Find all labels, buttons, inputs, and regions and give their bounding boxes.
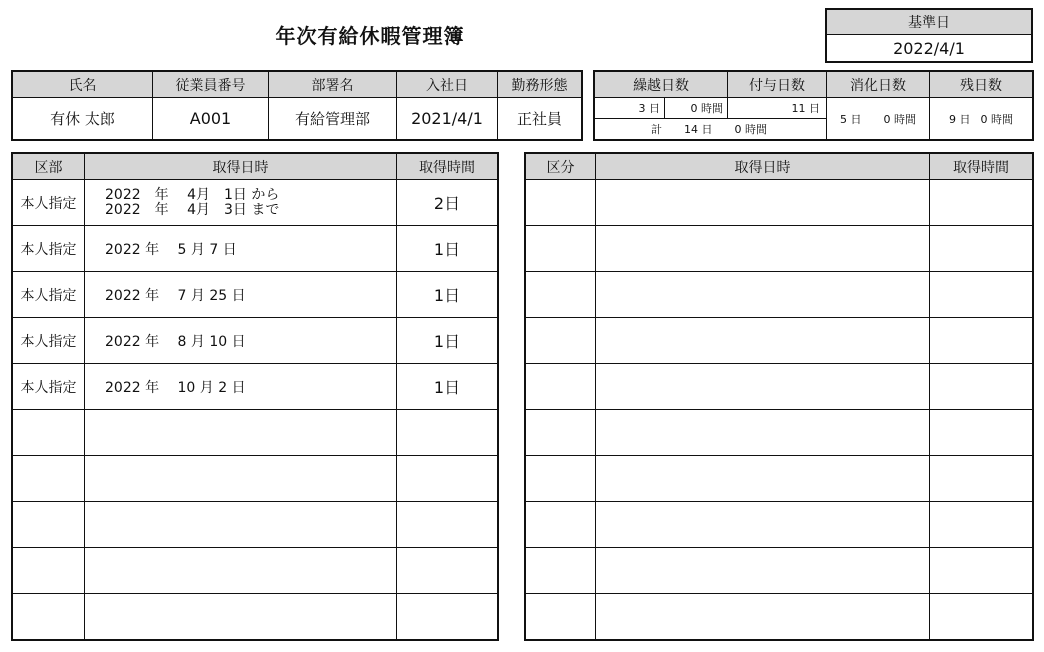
carryover-hours: 0 時間 <box>665 98 728 119</box>
leave-date-line-1: 2022 年 4月 1日 から <box>105 186 280 203</box>
leave-duration <box>930 226 1033 272</box>
leave-date-line-2: 2022 年 4月 3日 まで <box>105 201 280 218</box>
leave-kubun <box>526 318 596 364</box>
employee-header-work-type: 勤務形態 <box>498 72 582 98</box>
remaining-days: 9 日 <box>949 112 971 126</box>
table-row <box>13 364 498 410</box>
leave-duration <box>397 548 498 594</box>
left-header-kubun: 区部 <box>13 154 85 180</box>
leave-duration <box>930 180 1033 226</box>
leave-date <box>596 456 930 502</box>
leave-duration <box>397 502 498 548</box>
leave-duration: 1日 <box>397 364 498 410</box>
page-title: 年次有給休暇管理簿 <box>275 24 465 48</box>
leave-date <box>596 272 930 318</box>
leave-date <box>596 318 930 364</box>
leave-date <box>85 502 397 548</box>
table-row <box>13 318 498 364</box>
leave-date <box>85 226 397 272</box>
leave-duration <box>930 456 1033 502</box>
table-row <box>13 502 498 548</box>
leave-date <box>596 594 930 640</box>
leave-date <box>596 364 930 410</box>
leave-duration: 2日 <box>397 180 498 226</box>
right-header-time: 取得時間 <box>930 154 1033 180</box>
leave-date-line-1: 2022 年 5 月 7 日 <box>105 241 237 258</box>
leave-kubun <box>526 456 596 502</box>
leave-duration <box>397 594 498 640</box>
table-row <box>526 272 1033 318</box>
table-row <box>13 272 498 318</box>
leave-kubun <box>13 456 85 502</box>
table-row <box>13 180 498 226</box>
used-cell <box>827 98 930 140</box>
leave-date <box>596 502 930 548</box>
days-header-carryover: 繰越日数 <box>595 72 728 98</box>
leave-date <box>596 548 930 594</box>
total-hours: 0 時間 <box>734 123 767 136</box>
base-date-value: 2022/4/1 <box>827 35 1032 62</box>
leave-kubun <box>526 410 596 456</box>
days-header-remaining: 残日数 <box>930 72 1033 98</box>
days-header-grant: 付与日数 <box>728 72 827 98</box>
leave-kubun: 本人指定 <box>13 318 85 364</box>
leave-date <box>596 226 930 272</box>
leave-duration <box>930 548 1033 594</box>
leave-kubun <box>526 502 596 548</box>
remaining-cell <box>930 98 1033 140</box>
leave-duration: 1日 <box>397 272 498 318</box>
total-label: 計 <box>651 123 662 136</box>
used-hours: 0 時間 <box>883 112 916 126</box>
total-days: 14 日 <box>684 123 713 136</box>
table-row <box>13 456 498 502</box>
leave-kubun <box>526 226 596 272</box>
remaining-hours: 0 時間 <box>980 112 1013 126</box>
employee-header-dept: 部署名 <box>269 72 397 98</box>
leave-date-line-1: 2022 年 8 月 10 日 <box>105 333 246 350</box>
right-header-date: 取得日時 <box>596 154 930 180</box>
table-row <box>526 456 1033 502</box>
left-header-time: 取得時間 <box>397 154 498 180</box>
leave-record-table-right <box>525 153 1033 640</box>
table-row <box>13 548 498 594</box>
leave-duration: 1日 <box>397 318 498 364</box>
leave-record-table-left <box>12 153 498 640</box>
leave-duration <box>930 502 1033 548</box>
leave-date <box>85 548 397 594</box>
leave-kubun: 本人指定 <box>13 180 85 226</box>
leave-date <box>85 364 397 410</box>
leave-kubun <box>526 364 596 410</box>
leave-kubun <box>13 502 85 548</box>
employee-id: A001 <box>153 98 269 140</box>
leave-date <box>596 410 930 456</box>
leave-kubun <box>526 548 596 594</box>
employee-name: 有休 太郎 <box>13 98 153 140</box>
used-days: 5 日 <box>840 112 862 126</box>
leave-date <box>85 272 397 318</box>
table-row <box>526 318 1033 364</box>
employee-work-type: 正社員 <box>498 98 582 140</box>
leave-duration <box>397 410 498 456</box>
leave-date <box>85 456 397 502</box>
leave-duration: 1日 <box>397 226 498 272</box>
leave-date <box>596 180 930 226</box>
leave-kubun: 本人指定 <box>13 272 85 318</box>
employee-info-table <box>12 71 582 140</box>
days-summary-table <box>594 71 1033 140</box>
leave-kubun: 本人指定 <box>13 364 85 410</box>
leave-date <box>85 594 397 640</box>
table-row <box>526 180 1033 226</box>
table-row <box>526 226 1033 272</box>
left-header-date: 取得日時 <box>85 154 397 180</box>
leave-duration <box>397 456 498 502</box>
leave-date <box>85 318 397 364</box>
table-row <box>526 594 1033 640</box>
leave-kubun: 本人指定 <box>13 226 85 272</box>
table-row <box>526 364 1033 410</box>
table-row <box>526 410 1033 456</box>
leave-kubun <box>13 410 85 456</box>
leave-date-line-1: 2022 年 10 月 2 日 <box>105 379 246 396</box>
employee-header-hire-date: 入社日 <box>397 72 498 98</box>
leave-date <box>85 410 397 456</box>
leave-kubun <box>526 180 596 226</box>
leave-kubun <box>13 548 85 594</box>
carryover-days: 3 日 <box>595 98 665 119</box>
table-row <box>526 502 1033 548</box>
days-header-used: 消化日数 <box>827 72 930 98</box>
table-row <box>13 594 498 640</box>
leave-date <box>85 180 397 226</box>
leave-duration <box>930 364 1033 410</box>
base-date-label: 基準日 <box>827 10 1032 35</box>
leave-duration <box>930 594 1033 640</box>
table-row <box>13 410 498 456</box>
employee-header-id: 従業員番号 <box>153 72 269 98</box>
leave-kubun <box>526 272 596 318</box>
leave-duration <box>930 318 1033 364</box>
leave-date-line-1: 2022 年 7 月 25 日 <box>105 287 246 304</box>
leave-kubun <box>526 594 596 640</box>
right-header-kubun: 区分 <box>526 154 596 180</box>
employee-hire-date: 2021/4/1 <box>397 98 498 140</box>
leave-kubun <box>13 594 85 640</box>
grant-days: 11 日 <box>728 98 827 119</box>
total-cell <box>595 119 827 140</box>
table-row <box>526 548 1033 594</box>
leave-duration <box>930 410 1033 456</box>
base-date-box <box>826 9 1032 62</box>
employee-header-name: 氏名 <box>13 72 153 98</box>
employee-dept: 有給管理部 <box>269 98 397 140</box>
table-row <box>13 226 498 272</box>
leave-duration <box>930 272 1033 318</box>
